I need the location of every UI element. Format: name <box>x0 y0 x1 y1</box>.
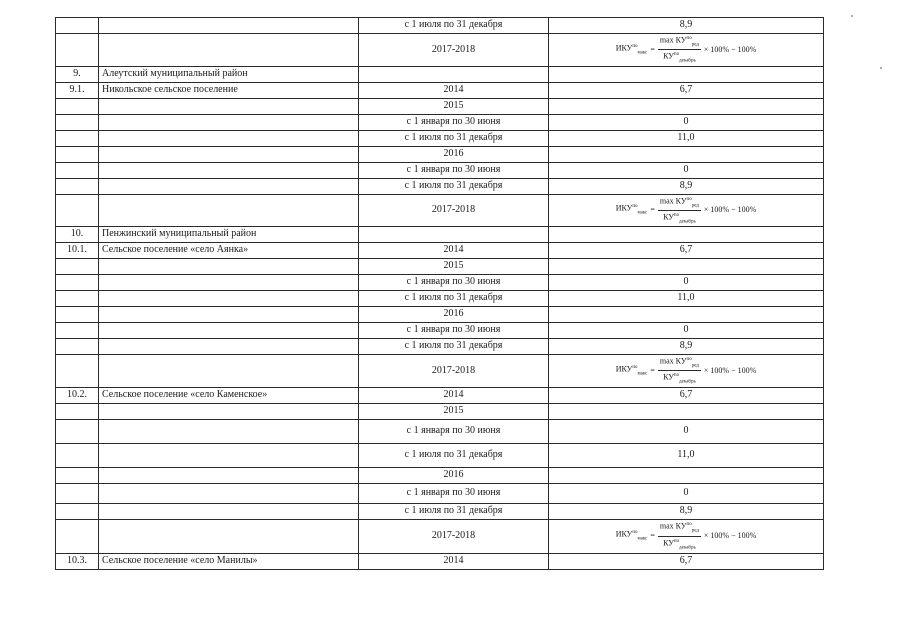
formula-denominator: $КУ^{по}_{декабрь}$ <box>663 372 696 385</box>
formula <box>616 195 757 227</box>
table-row <box>56 259 824 275</box>
table-row <box>56 130 824 146</box>
municipality-name-cell <box>99 18 359 34</box>
value-cell: 11,0 <box>549 130 824 146</box>
period-cell: с 1 января по 30 июня <box>359 114 549 130</box>
table-row <box>56 18 824 34</box>
scan-speck <box>851 15 853 17</box>
period-cell: 2017-2018 <box>359 355 549 388</box>
formula-tail: × 100% − 100% <box>703 205 757 215</box>
value-cell <box>549 98 824 114</box>
period-cell: 2014 <box>359 243 549 259</box>
row-number-cell <box>56 291 99 307</box>
row-number-cell <box>56 162 99 178</box>
table-row <box>56 503 824 519</box>
value-cell: 0 <box>549 323 824 339</box>
row-number-cell <box>56 443 99 467</box>
table-row <box>56 82 824 98</box>
municipality-name-cell <box>99 503 359 519</box>
formula-eq: = <box>650 44 655 54</box>
row-number-cell <box>56 483 99 503</box>
table-row <box>56 114 824 130</box>
formula-lhs: $ИКУ^{по}_{макс}$ <box>615 203 648 216</box>
municipality-name-cell: Сельское поселение «село Манилы» <box>99 553 359 569</box>
formula-fraction <box>658 520 701 552</box>
formula-cell <box>549 34 824 67</box>
period-cell: 2014 <box>359 387 549 403</box>
row-number-cell <box>56 178 99 194</box>
table-row <box>56 519 824 553</box>
period-cell: с 1 января по 30 июня <box>359 483 549 503</box>
row-number-cell <box>56 503 99 519</box>
formula-numerator: $\max КУ^{по}_{ред}$ <box>658 195 701 211</box>
period-cell: с 1 июля по 31 декабря <box>359 291 549 307</box>
table-row <box>56 227 824 243</box>
period-cell: 2014 <box>359 553 549 569</box>
municipality-name-cell <box>99 98 359 114</box>
municipality-name-cell <box>99 259 359 275</box>
formula-cell <box>549 355 824 388</box>
value-cell <box>549 307 824 323</box>
formula-lhs: $ИКУ^{по}_{макс}$ <box>615 364 648 376</box>
period-cell: 2015 <box>359 259 549 275</box>
table-row <box>56 194 824 227</box>
row-number-cell <box>56 307 99 323</box>
period-cell: 2014 <box>359 82 549 98</box>
municipality-name-cell <box>99 275 359 291</box>
value-cell: 6,7 <box>549 82 824 98</box>
table-row <box>56 467 824 483</box>
table-row <box>56 483 824 503</box>
period-cell: с 1 января по 30 июня <box>359 419 549 443</box>
municipality-name-cell <box>99 146 359 162</box>
formula-denominator: $КУ^{по}_{декабрь}$ <box>663 212 696 224</box>
row-number-cell <box>56 403 99 419</box>
period-cell: с 1 июля по 31 декабря <box>359 178 549 194</box>
table-row <box>56 34 824 67</box>
period-cell: 2017-2018 <box>359 34 549 67</box>
municipality-name-cell <box>99 130 359 146</box>
municipality-name-cell <box>99 162 359 178</box>
formula-numerator: $\max КУ^{по}_{ред}$ <box>658 355 701 371</box>
formula-tail: × 100% − 100% <box>703 365 757 375</box>
formula <box>616 520 757 552</box>
municipality-name-cell <box>99 355 359 388</box>
municipality-name-cell <box>99 178 359 194</box>
value-cell <box>549 146 824 162</box>
tariff-table-body <box>56 18 824 570</box>
table-row <box>56 66 824 82</box>
table-row <box>56 323 824 339</box>
municipality-name-cell: Сельское поселение «село Каменское» <box>99 387 359 403</box>
formula-lhs: $ИКУ^{по}_{макс}$ <box>615 529 648 542</box>
row-number-cell <box>56 323 99 339</box>
formula <box>616 355 757 387</box>
row-number-cell: 10.1. <box>56 243 99 259</box>
municipality-name-cell: Никольское сельское поселение <box>99 82 359 98</box>
row-number-cell: 10. <box>56 227 99 243</box>
table-row <box>56 291 824 307</box>
formula-fraction <box>658 34 701 66</box>
table-row <box>56 387 824 403</box>
period-cell: с 1 июля по 31 декабря <box>359 503 549 519</box>
table-row <box>56 178 824 194</box>
row-number-cell <box>56 519 99 553</box>
row-number-cell <box>56 339 99 355</box>
value-cell: 0 <box>549 483 824 503</box>
formula-cell <box>549 519 824 553</box>
municipality-name-cell <box>99 114 359 130</box>
table-row <box>56 403 824 419</box>
formula-fraction <box>658 355 701 387</box>
row-number-cell <box>56 146 99 162</box>
municipality-name-cell <box>99 467 359 483</box>
table-row <box>56 419 824 443</box>
value-cell: 8,9 <box>549 18 824 34</box>
value-cell <box>549 467 824 483</box>
formula-eq: = <box>650 205 655 215</box>
value-cell: 6,7 <box>549 387 824 403</box>
period-cell: 2017-2018 <box>359 519 549 553</box>
value-cell: 11,0 <box>549 291 824 307</box>
formula-eq: = <box>650 365 655 375</box>
row-number-cell: 10.2. <box>56 387 99 403</box>
formula-fraction <box>658 195 701 227</box>
row-number-cell <box>56 98 99 114</box>
formula-eq: = <box>650 531 655 540</box>
row-number-cell <box>56 34 99 67</box>
value-cell <box>549 403 824 419</box>
formula-numerator: $\max КУ^{по}_{ред}$ <box>658 34 701 50</box>
formula-tail: × 100% − 100% <box>703 531 757 540</box>
period-cell: с 1 января по 30 июня <box>359 275 549 291</box>
table-row <box>56 307 824 323</box>
period-cell: с 1 июля по 31 декабря <box>359 443 549 467</box>
row-number-cell <box>56 18 99 34</box>
row-number-cell: 9.1. <box>56 82 99 98</box>
municipality-name-cell <box>99 519 359 553</box>
row-number-cell <box>56 419 99 443</box>
value-cell: 8,9 <box>549 503 824 519</box>
row-number-cell <box>56 259 99 275</box>
municipality-name-cell: Сельское поселение «село Аянка» <box>99 243 359 259</box>
value-cell <box>549 227 824 243</box>
period-cell: с 1 июля по 31 декабря <box>359 339 549 355</box>
table-row <box>56 146 824 162</box>
value-cell: 11,0 <box>549 443 824 467</box>
row-number-cell <box>56 275 99 291</box>
municipality-name-cell <box>99 339 359 355</box>
table-row <box>56 275 824 291</box>
value-cell: 6,7 <box>549 553 824 569</box>
municipality-name-cell <box>99 483 359 503</box>
municipality-name-cell <box>99 323 359 339</box>
period-cell <box>359 227 549 243</box>
value-cell: 0 <box>549 419 824 443</box>
municipality-name-cell: Алеутский муниципальный район <box>99 66 359 82</box>
formula-denominator: $КУ^{по}_{декабрь}$ <box>663 538 696 550</box>
period-cell: 2016 <box>359 307 549 323</box>
value-cell: 0 <box>549 114 824 130</box>
municipality-name-cell <box>99 291 359 307</box>
formula-denominator: $КУ^{по}_{декабрь}$ <box>663 51 696 64</box>
table-row <box>56 553 824 569</box>
row-number-cell <box>56 467 99 483</box>
row-number-cell: 9. <box>56 66 99 82</box>
table-row <box>56 443 824 467</box>
period-cell: с 1 июля по 31 декабря <box>359 18 549 34</box>
row-number-cell: 10.3. <box>56 553 99 569</box>
period-cell: 2015 <box>359 403 549 419</box>
table-row <box>56 162 824 178</box>
municipality-name-cell <box>99 307 359 323</box>
row-number-cell <box>56 355 99 388</box>
period-cell: с 1 января по 30 июня <box>359 162 549 178</box>
formula <box>616 34 757 66</box>
period-cell: 2015 <box>359 98 549 114</box>
municipality-name-cell <box>99 443 359 467</box>
municipality-name-cell <box>99 194 359 227</box>
formula-cell <box>549 194 824 227</box>
formula-tail: × 100% − 100% <box>703 44 757 54</box>
value-cell: 6,7 <box>549 243 824 259</box>
period-cell: с 1 января по 30 июня <box>359 323 549 339</box>
value-cell: 8,9 <box>549 339 824 355</box>
formula-numerator: $\max КУ^{по}_{ред}$ <box>658 520 701 536</box>
value-cell <box>549 259 824 275</box>
table-row <box>56 98 824 114</box>
value-cell <box>549 66 824 82</box>
value-cell: 8,9 <box>549 178 824 194</box>
period-cell: 2017-2018 <box>359 194 549 227</box>
scan-speck <box>880 67 882 69</box>
period-cell <box>359 66 549 82</box>
table-row <box>56 243 824 259</box>
row-number-cell <box>56 194 99 227</box>
period-cell: с 1 июля по 31 декабря <box>359 130 549 146</box>
period-cell: 2016 <box>359 146 549 162</box>
municipality-name-cell <box>99 419 359 443</box>
municipality-name-cell: Пенжинский муниципальный район <box>99 227 359 243</box>
row-number-cell <box>56 114 99 130</box>
municipality-name-cell <box>99 34 359 67</box>
value-cell: 0 <box>549 275 824 291</box>
table-row <box>56 355 824 388</box>
row-number-cell <box>56 130 99 146</box>
table-row <box>56 339 824 355</box>
municipality-name-cell <box>99 403 359 419</box>
period-cell: 2016 <box>359 467 549 483</box>
formula-lhs: $ИКУ^{по}_{макс}$ <box>615 43 648 55</box>
value-cell: 0 <box>549 162 824 178</box>
tariff-table <box>55 17 824 570</box>
